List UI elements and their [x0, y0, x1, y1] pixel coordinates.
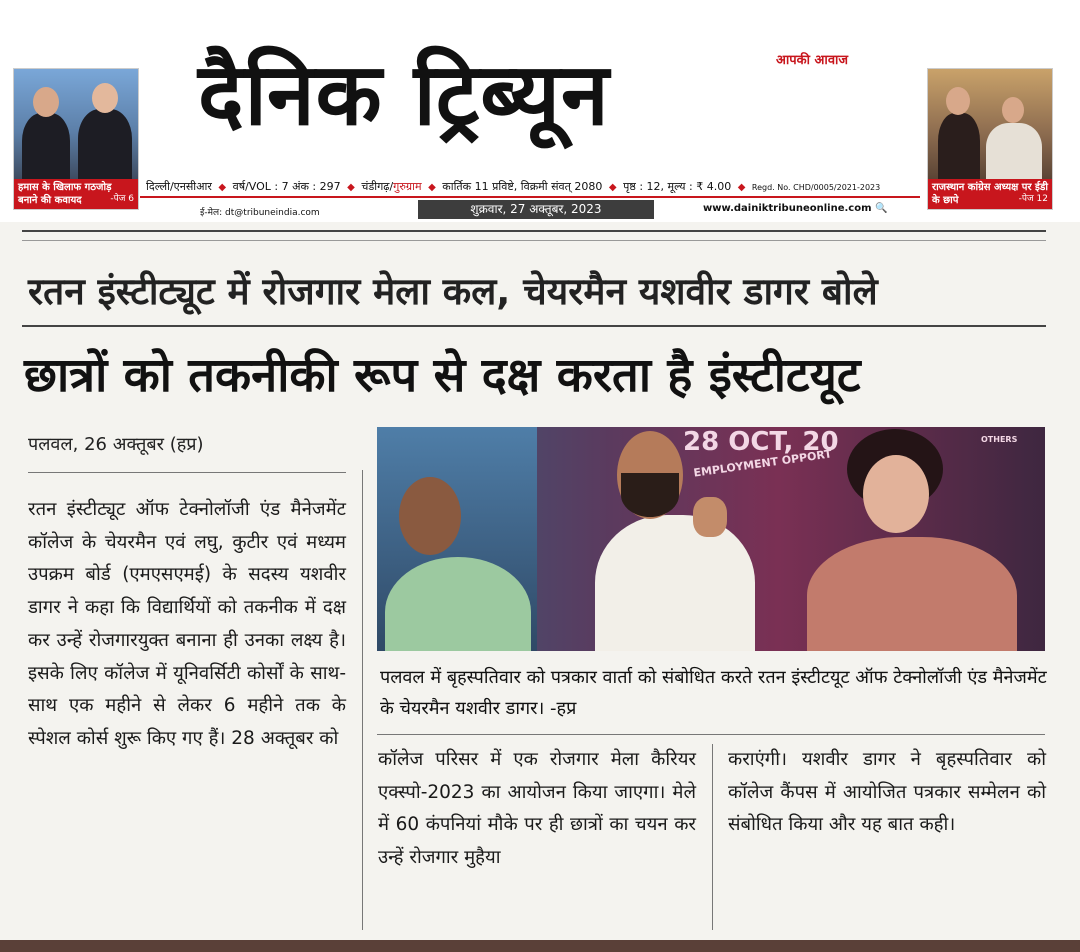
- column-divider: [362, 470, 363, 930]
- photo-person-1-face: [399, 477, 461, 555]
- photo-banner-small: OTHERS: [981, 435, 1018, 444]
- article-column-2: कॉलेज परिसर में एक रोजगार मेला कैरियर एक्स्पो-2023 का आयोजन किया जाएगा। मेले में 60 कंपनियां मौके पर ही छात्रों का चयन कर उन्हें रोजगार मुहैया: [378, 749, 696, 869]
- photo-person-2-body: [595, 515, 755, 651]
- photo-banner-text: EMPLOYMENT OPPORT: [692, 447, 833, 480]
- article-dateline: पलवल, 26 अक्तूबर (हप्र): [28, 434, 204, 455]
- article-headline: छात्रों को तकनीकी रूप से दक्ष करता है इंस्टीटयूट: [24, 348, 861, 403]
- masthead-tagline: आपकी आवाज: [776, 53, 849, 68]
- date-bar: शुक्रवार, 27 अक्तूबर, 2023: [418, 200, 654, 219]
- website-text[interactable]: www.dainiktribuneonline.com: [703, 203, 872, 214]
- promo-caption: [14, 179, 138, 209]
- dateline-rule: [28, 472, 346, 473]
- diamond-icon: ◆: [347, 182, 355, 193]
- headline-rule: [22, 325, 1046, 327]
- calendar: कार्तिक 11 प्रविष्टे, विक्रमी संवत् 2080: [442, 180, 603, 193]
- diamond-icon: ◆: [608, 182, 617, 193]
- photo-caption: पलवल में बृहस्पतिवार को पत्रकार वार्ता को संबोधित करते रतन इंस्टीटयूट ऑफ टेक्नोलॉजी एंड मैनेजमेंट के चेयरमैन यशवीर डागर। -हप्र: [380, 667, 1047, 719]
- city: चंडीगढ़/: [361, 180, 394, 193]
- promo-right[interactable]: [927, 68, 1053, 210]
- promo-page: -पेज 12: [1018, 194, 1048, 204]
- diamond-icon: ◆: [428, 182, 436, 193]
- column-divider: [712, 744, 713, 930]
- promo-left[interactable]: [13, 68, 139, 210]
- promo-caption: [928, 179, 1052, 209]
- photo-banner-date: 28 OCT, 20: [683, 427, 839, 457]
- newspaper-title: दैनिक ट्रिब्यून: [198, 44, 610, 145]
- bottom-edge: [0, 940, 1080, 952]
- registration: Regd. No. CHD/0005/2021-2023: [751, 183, 881, 192]
- photo-person-3-body: [807, 537, 1017, 651]
- promo-person-1: [938, 113, 980, 183]
- promo-page: -पेज 6: [110, 194, 134, 204]
- search-icon: 🔍: [874, 203, 888, 214]
- website[interactable]: [703, 203, 887, 214]
- promo-person-1: [22, 113, 70, 183]
- promo-face-1: [946, 87, 970, 115]
- volume: वर्ष/VOL : 7 अंक : 297: [232, 180, 341, 193]
- photo-person-3-face: [863, 455, 929, 533]
- pages-price: पृष्ठ : 12, मूल्य : ₹ 4.00: [623, 180, 732, 193]
- promo-person-2: [78, 109, 132, 183]
- masthead-rule: [140, 196, 920, 198]
- promo-person-2: [986, 123, 1042, 183]
- diamond-icon: ◆: [218, 182, 227, 193]
- top-rule-thin: [22, 240, 1046, 241]
- city-highlight: गुरुग्राम: [393, 180, 422, 193]
- article-column-3: कराएंगी। यशवीर डागर ने बृहस्पतिवार को कॉलेज कैंपस में आयोजित पत्रकार सम्मेलन को संबोधित किया और यह बात कही।: [728, 749, 1046, 836]
- promo-caption-text: राजस्थान कांग्रेस अध्यक्ष पर ईडी के छापे: [932, 182, 1048, 206]
- edition: दिल्ली/एनसीआर: [146, 180, 212, 193]
- article-photo: [377, 427, 1045, 651]
- article-kicker: रतन इंस्टीट्यूट में रोजगार मेला कल, चेयरमैन यशवीर डागर बोले: [28, 270, 878, 313]
- promo-face-2: [92, 83, 118, 113]
- article-column-1: रतन इंस्टीट्यूट ऑफ टेक्नोलॉजी एंड मैनेजमेंट कॉलेज के चेयरमैन एवं लघु, कुटीर एवं मध्यम उपक्रम बोर्ड (एमएसएमई) के सदस्य यशवीर डागर ने कहा कि विद्यार्थियों को तकनीक में दक्ष कर उन्हें रोजगारयुक्त बनाना ही उनका लक्ष्य है। इसके लिए कॉलेज में यूनिवर्सिटी कोर्सों के साथ-साथ एक महीने से लेकर 6 महीने तक के स्पेशल कोर्स शुरू किए गए हैं। 28 अक्तूबर को: [28, 499, 346, 749]
- masthead-infoline: [146, 179, 880, 194]
- promo-face-1: [33, 87, 59, 117]
- photo-person-2-hand: [693, 497, 727, 537]
- top-rule: [22, 230, 1046, 232]
- photo-person-2-beard: [621, 473, 679, 517]
- promo-caption-text: हमास के खिलाफ गठजोड़ बनाने की कवायद: [18, 182, 112, 206]
- diamond-icon: ◆: [737, 182, 746, 193]
- email[interactable]: ई-मेल: dt@tribuneindia.com: [200, 208, 320, 218]
- promo-face-2: [1002, 97, 1024, 123]
- caption-rule: [377, 734, 1045, 735]
